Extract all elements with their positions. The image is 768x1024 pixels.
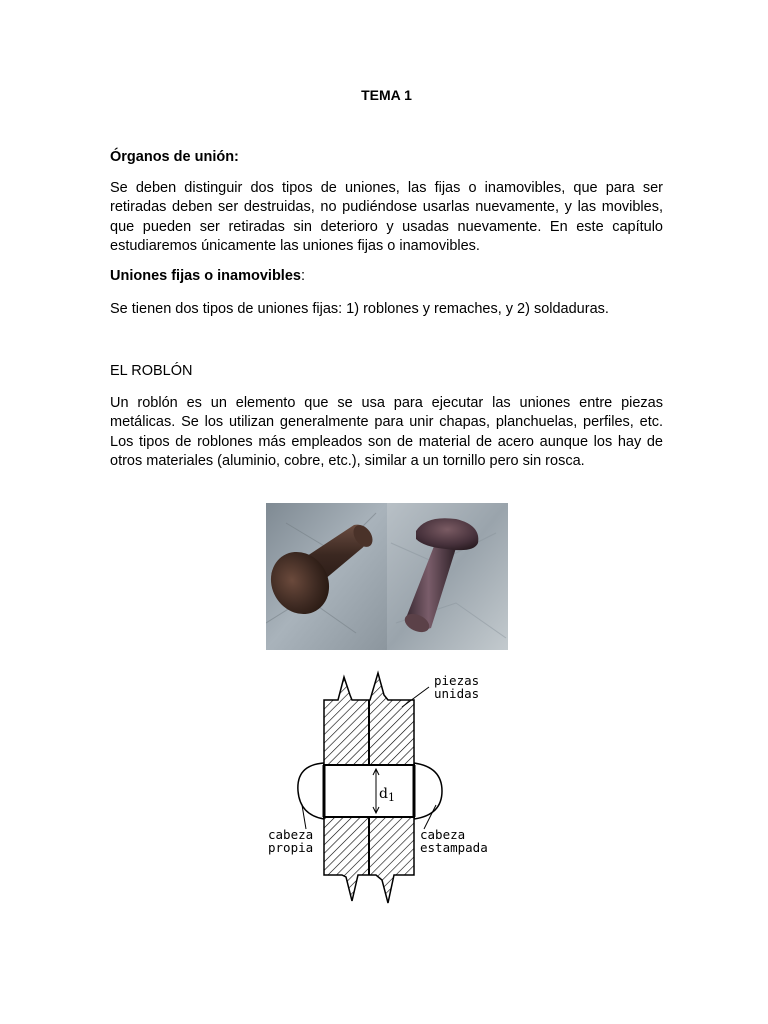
- head-right: [414, 763, 442, 819]
- plates-bottom: [324, 817, 414, 903]
- paragraph-organos: Se deben distinguir dos tipos de uniones, las fijas o inamovibles, que para ser retiradas deben ser destruidas, no pudiéndose usarlas nuevamente, y las movibles, que pueden ser retiradas sin deterioro y usadas nuevamente. En este capítulo estudiaremos únicamente las uniones fijas o inamovibles.: [110, 180, 663, 255]
- rivet-shank: [324, 765, 414, 817]
- label-estampada: estampada: [420, 840, 488, 855]
- label-cabeza-right: cabeza: [420, 827, 466, 842]
- label-piezas: piezas: [434, 673, 480, 688]
- leader-piezas: [402, 687, 429, 707]
- section-heading-uniones-fijas: [110, 267, 305, 286]
- heading-text: Uniones fijas o inamovibles: [110, 268, 301, 284]
- plates-top: [324, 673, 414, 765]
- label-unidas: unidas: [434, 686, 480, 701]
- label-propia: propia: [268, 840, 314, 855]
- leader-cabeza-estampada: [424, 805, 436, 829]
- head-left: [298, 763, 324, 819]
- page-title: TEMA 1: [361, 87, 412, 103]
- label-cabeza-left: cabeza: [268, 827, 314, 842]
- section-heading-roblon: EL ROBLÓN: [110, 363, 193, 379]
- heading-colon: :: [300, 268, 305, 284]
- paragraph-roblon: Un roblón es un elemento que se usa para ejecutar las uniones entre piezas metálicas. Se los utilizan generalmente para unir chapas, planchuelas, perfiles, etc. Los tipos de roblones más empleados son de material de acero aunque los hay de otros materiales (aluminio, cobre, etc.), similar a un tornillo pero sin rosca.: [110, 395, 663, 470]
- rivet-diagram: [266, 665, 496, 910]
- rivet-photo: [266, 503, 508, 650]
- paragraph-uniones-fijas: Se tienen dos tipos de uniones fijas: 1) roblones y remaches, y 2) soldaduras.: [110, 301, 609, 317]
- label-d1: $d_1$: [379, 786, 395, 804]
- section-heading-organos: Órganos de unión:: [110, 149, 239, 165]
